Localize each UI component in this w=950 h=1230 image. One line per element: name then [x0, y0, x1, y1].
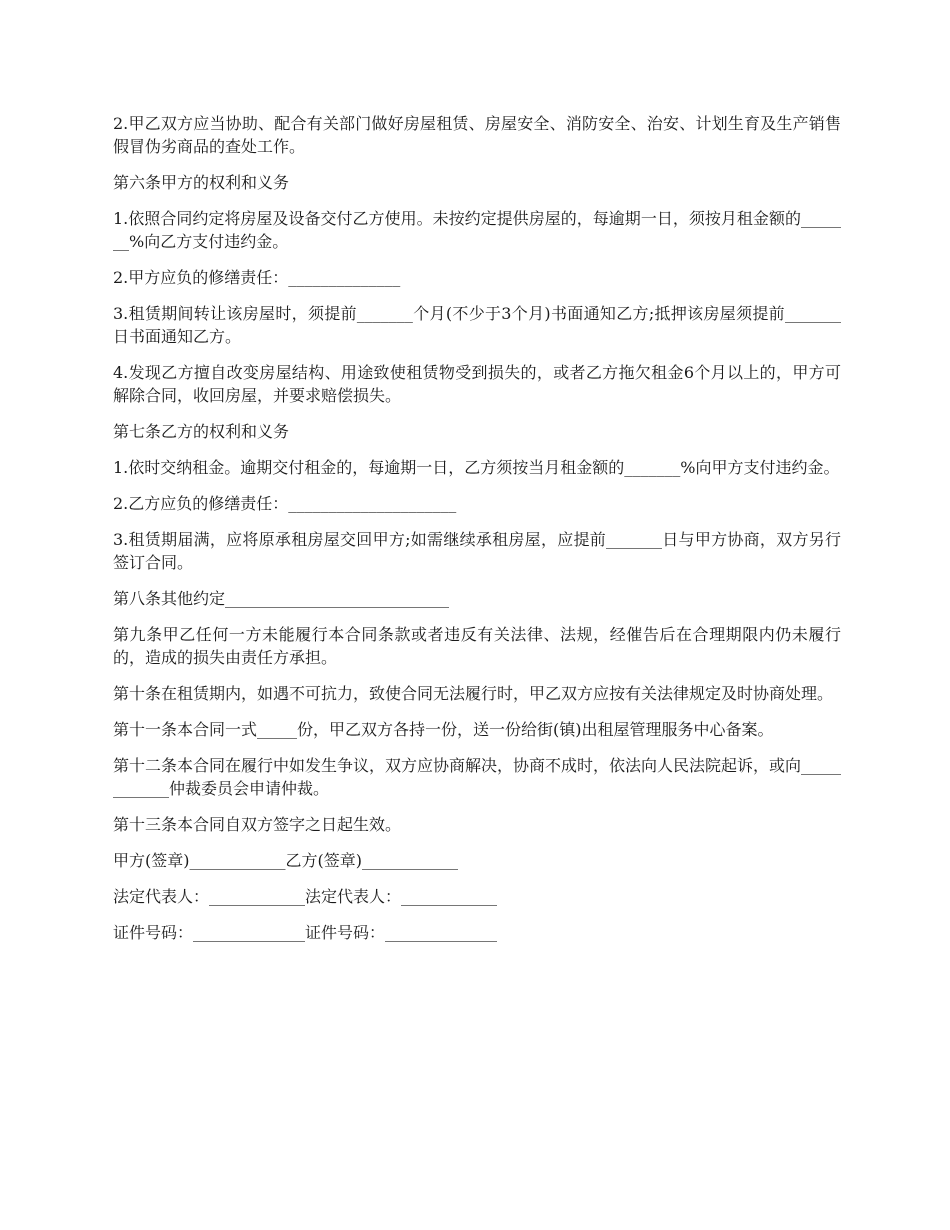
article-12: 第十二条本合同在履行中如发生争议，双方应协商解决，协商不成时，依法向人民法院起诉，或向____________仲裁委员会申请仲裁。 — [113, 756, 842, 798]
legal-representative-line: 法定代表人：____________法定代表人：____________ — [113, 887, 498, 906]
article-6-heading: 第六条甲方的权利和义务 — [113, 173, 290, 192]
article-11: 第十一条本合同一式_____份，甲乙双方各持一份，送一份给街(镇)出租屋管理服务中心备案。 — [113, 720, 774, 739]
article-7-item-3: 3.租赁期届满，应将原承租房屋交回甲方;如需继续承租房屋，应提前_______日与甲方协商，双方另行签订合同。 — [113, 530, 841, 572]
id-number-line: 证件号码：______________证件号码：______________ — [113, 923, 498, 942]
article-7-item-1: 1.依时交纳租金。逾期交付租金的，每逾期一日，乙方须按当月租金额的_______%向甲方支付违约金。 — [113, 458, 840, 477]
article-7-item-2: 2.乙方应负的修缮责任：_____________________ — [113, 494, 457, 513]
article-6-item-1: 1.依照合同约定将房屋及设备交付乙方使用。未按约定提供房屋的，每逾期一日，须按月租金额的_______%向乙方支付违约金。 — [113, 209, 841, 251]
article-13: 第十三条本合同自双方签字之日起生效。 — [113, 815, 402, 834]
article-8: 第八条其他约定____________________________ — [113, 589, 450, 608]
article-7-heading: 第七条乙方的权利和义务 — [113, 422, 290, 441]
article-9: 第九条甲乙任何一方未能履行本合同条款或者违反有关法律、法规，经催告后在合理期限内仍未履行的，造成的损失由责任方承担。 — [113, 625, 841, 667]
clause-5-item-2: 2.甲乙双方应当协助、配合有关部门做好房屋租赁、房屋安全、消防安全、治安、计划生育及生产销售假冒伪劣商品的查处工作。 — [113, 114, 841, 156]
article-6-item-3: 3.租赁期间转让该房屋时，须提前_______个月(不少于3个月)书面通知乙方;抵押该房屋须提前_______日书面通知乙方。 — [113, 304, 841, 346]
document-page — [113, 112, 841, 957]
article-6-item-2: 2.甲方应负的修缮责任：______________ — [113, 268, 401, 287]
article-6-item-4: 4.发现乙方擅自改变房屋结构、用途致使租赁物受到损失的，或者乙方拖欠租金6个月以上的，甲方可解除合同，收回房屋，并要求赔偿损失。 — [113, 363, 841, 405]
article-10: 第十条在租赁期内，如遇不可抗力，致使合同无法履行时，甲乙双方应按有关法律规定及时协商处理。 — [113, 684, 834, 703]
signature-line: 甲方(签章)____________乙方(签章)____________ — [113, 851, 458, 870]
